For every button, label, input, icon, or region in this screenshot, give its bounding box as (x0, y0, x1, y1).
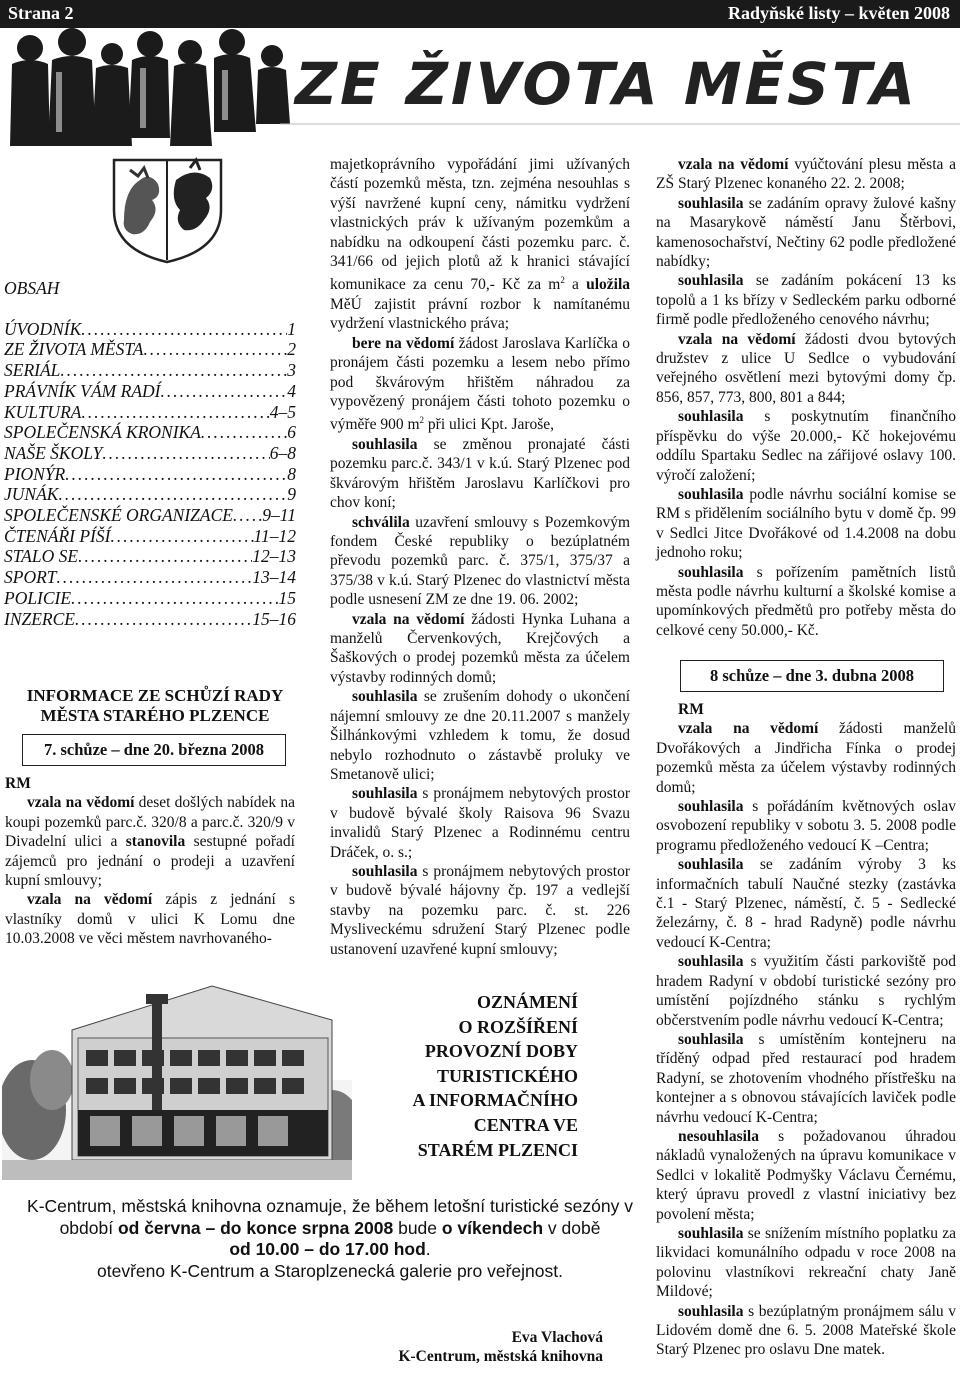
page-header (0, 0, 960, 28)
toc-item[interactable]: ZE ŽIVOTA MĚSTA ..... 2 (4, 339, 296, 360)
toc-item[interactable]: SPOLEČENSKÁ KRONIKA ..... 6 (4, 422, 296, 443)
rm-label: RM (678, 701, 704, 718)
toc-item[interactable]: PRÁVNÍK VÁM RADÍ ..... 4 (4, 381, 296, 402)
article-column-2 (330, 155, 630, 959)
resolution-paragraph: vzala na vědomí zápis z jednání s vlastníky domů v ulici K Lomu dne 10.03.2008 ve věci městem navrhovaného- (5, 891, 295, 948)
resolution-paragraph: vzala na vědomí vyúčtování plesu města a ZŠ Starý Plzenec konaného 22. 2. 2008; (656, 156, 957, 193)
resolution-paragraph: vzala na vědomí deset došlých nabídek na koupi pozemků parc.č. 320/8 a parc.č. 320/9 v Divadelní ulici a stanovila sestupné pořadí zájemců pro jednání o prodeji a uzavření kupní smlouvy; (5, 794, 296, 890)
toc-item[interactable]: SPORT ..... 13–14 (4, 567, 296, 588)
resolution-paragraph: vzala na vědomí žádosti manželů Dvořákových a Jindřicha Fínka o prodej pozemků města za účelem výstavby rodinných domů; (656, 720, 956, 796)
toc-heading: OBSAH (4, 278, 60, 298)
resolution-paragraph: souhlasila se snížením místního poplatku za likvidaci komunálního odpadu v roce 2008 na polovinu vlastníkovi rekreační chaty Janě Mildové; (656, 1224, 956, 1301)
resolution-paragraph: nesouhlasila s požadovanou úhradou nákladů vynaložených na úpravu komunikace v Sedlci v lokalitě Podmyšky Václavu Černému, který úpravu provedl z vlastní iniciativy bez povolení města; (656, 1127, 956, 1223)
resolution-paragraph: souhlasila podle návrhu sociální komise se RM s přidělením sociálního bytu v domě čp. 99 v Sedlci Jitce Dvořákové od 1.4.2008 na dobu jednoho roku; (656, 485, 956, 562)
resolution-paragraph: bere na vědomí žádost Jaroslava Karlíčka o pronájem části pozemku a lesem nebo přímo pod škvárovým hřištěm náhradou za vypovězený pronájem části tohoto pozemku o výměře 900 $m^2$ při ulici Kpt. Jaroše, (330, 334, 630, 434)
toc-item[interactable]: NAŠE ŠKOLY ..... 6–8 (4, 443, 296, 464)
toc-item[interactable]: POLICIE ..... 15 (4, 588, 296, 609)
publication-title: Radyňské listy – květen 2008 (727, 3, 950, 23)
rm-label: RM (5, 775, 31, 792)
resolution-paragraph: souhlasila se zadáním opravy žulové kašny na Masarykově náměstí Janu Štěrbovi, kamenosochařství, Nečtiny 62 podle předložené nabídky; (656, 194, 956, 271)
meeting-7-heading: 7. schůze – dne 20. března 2008 (22, 734, 286, 766)
resolution-paragraph: vzala na vědomí žádosti dvou bytových družstev z ulice U Sedlce o vybudování veřejného osvětlení mezi bytovými domy čp. 856, 857, 773, 800, 801 a 844; (656, 330, 956, 406)
resolution-paragraph: schválila uzavření smlouvy s Pozemkovým fondem České republiky o bezúplatném převodu pozemků parc. č. 375/1, 375/37 a 375/38 v k.ú. Starý Plzenec do vlastnictví města podle usnesení ZM ze dne 19. 06. 2002; (330, 513, 630, 609)
resolution-paragraph: souhlasila se zadáním výroby 3 ks informačních tabulí Naučné stezky (zastávka č.1 - Starý Plzenec, náměstí, č. 5 - Sedlecké železárny, č. 8 - hrad Radyně) podle návrhu vedoucí K-Centra; (656, 856, 956, 951)
notice-heading: OZNÁMENÍ O ROZŠÍŘENÍ PROVOZNÍ DOBY TURISTICKÉHO A INFORMAČNÍHO CENTRA VE STARÉM PLZENCI (412, 992, 578, 1160)
article-heading: INFORMACE ZE SCHŮZÍ RADY MĚSTA STARÉHO PLZENCE (26, 686, 284, 725)
toc-item[interactable]: INZERCE ..... 15–16 (4, 609, 296, 630)
resolution-paragraph: souhlasila s pořízením pamětních listů města podle návrhu kulturní a školské komise a upomínkových předmětů pro potřeby města do celkové ceny 50.000,- Kč. (656, 563, 956, 639)
toc-item[interactable]: SPOLEČENSKÉ ORGANIZACE ..... 9–11 (4, 505, 296, 526)
article-column-3b (656, 700, 956, 1360)
toc-item[interactable]: PIONÝR ..... 8 (4, 464, 296, 485)
toc-item[interactable]: SERIÁL ..... 3 (4, 360, 296, 381)
toc-item[interactable]: KULTURA ..... 4–5 (4, 402, 296, 423)
toc-item[interactable]: ÚVODNÍK ..... 1 (4, 319, 296, 340)
resolution-paragraph: souhlasila s pronájmem nebytových prostor v budově bývalé školy Raisova 96 Svazu invalidů Starý Plzenec a Rodinnému centru Dráček, o. s.; (330, 785, 630, 861)
resolution-paragraph: souhlasila se zadáním pokácení 13 ks topolů a 1 ks břízy v Sedleckém parku odborné firmě podle předloženého cenového návrhu; (656, 272, 956, 329)
resolution-paragraph: souhlasila se změnou pronajaté části pozemku parc.č. 343/1 v k.ú. Starý Plzenec pod škvárovým hřištěm Jaroslavu Karlíčkovi pro chov koní; (330, 436, 630, 512)
building-photo (2, 960, 352, 1180)
announcement-text: K-Centrum, městská knihovna oznamuje, že během letošní turistické sezóny v období od června – do konce srpna 2008 bude o víkendech v době od 10.00 – do 17.00 hod. otevřeno K-Centrum a Staroplzenecká galerie pro veřejnost. (27, 1196, 633, 1281)
coat-of-arms-icon (100, 150, 235, 265)
page-number: Strana 2 (8, 3, 74, 23)
resolution-paragraph: souhlasila s poskytnutím finančního příspěvku do výše 20.000,- Kč hokejovému oddílu Spartaku Sedlec na zářijové oslavy 100. výročí založení; (656, 408, 956, 484)
toc-item[interactable]: STALO SE ..... 12–13 (4, 546, 296, 567)
section-title: ZE ŽIVOTA MĚSTA (295, 50, 918, 118)
article-column-1 (5, 774, 295, 949)
resolution-paragraph: souhlasila s využitím části parkoviště pod hradem Radyní v období turistické sezóny pro umístění pojízdného stánku s rychlým občerstvením podle návrhu vedoucí K-Centra; (656, 953, 956, 1029)
resolution-paragraph: souhlasila s pronájmem nebytových prostor v budově bývalé hájovny čp. 197 a vedlejší stavby na pozemku parc. č. st. 226 Mysliveckému sdružení Starý Plzenec podle ustanovení uzavřené kupní smlouvy; (330, 862, 630, 958)
toc-item[interactable]: ČTENÁŘI PÍŠÍ ..... 11–12 (4, 526, 296, 547)
resolution-paragraph: souhlasila se zrušením dohody o ukončení nájemní smlouvy ze dne 20.11.2007 s manžely Šilhánkovými vzhledem k tomu, že dosud nebylo rozhodnuto o zástavbě proluky ve Smetanově ulici; (330, 688, 630, 783)
resolution-paragraph: souhlasila s pořádáním květnových oslav osvobození republiky v sobotu 3. 5. 2008 podle programu předloženého vedoucí K –Centra; (656, 798, 956, 854)
resolution-paragraph-cont: majetkoprávního vypořádání jimi užívaných částí pozemků města, tzn. zejména nesouhlas s výší navržené kupní ceny, námitku vydržení vlastnických práv k užívaným pozemkům a nabídku na odkoupení části pozemku parc. č. 341/66 od jejich plotů až k hranici stávající komunikace za cenu 70,- Kč za $m^2$ a uložila MěÚ zajistit právní rozbor k namítanému vydržení vlastnického práva; (330, 156, 630, 333)
resolution-paragraph: souhlasila s bezúplatným pronájmem sálu v Lidovém domě dne 6. 5. 2008 Mateřské škole Starý Plzenec pro oslavu Dne matek. (656, 1302, 956, 1359)
table-of-contents (4, 278, 296, 629)
meeting-8-heading: 8 schůze – dne 3. dubna 2008 (680, 660, 944, 692)
article-column-3 (656, 155, 956, 640)
signature: Eva Vlachová K-Centrum, městská knihovna (398, 1329, 603, 1365)
toc-item[interactable]: JUNÁK ..... 9 (4, 484, 296, 505)
resolution-paragraph: souhlasila s umístěním kontejneru na tříděný odpad před restaurací pod hradem Radyní, se zhotovením vhodného přístřešku na kontejner a s obnovou stávajících laviček podle návrhu vedoucí K-Centra; (656, 1030, 956, 1126)
resolution-paragraph: vzala na vědomí žádosti Hynka Luhana a manželů Červenkových, Krejčových a Šaškových o prodej pozemků města za účelem výstavby rodinných domů; (330, 610, 630, 686)
